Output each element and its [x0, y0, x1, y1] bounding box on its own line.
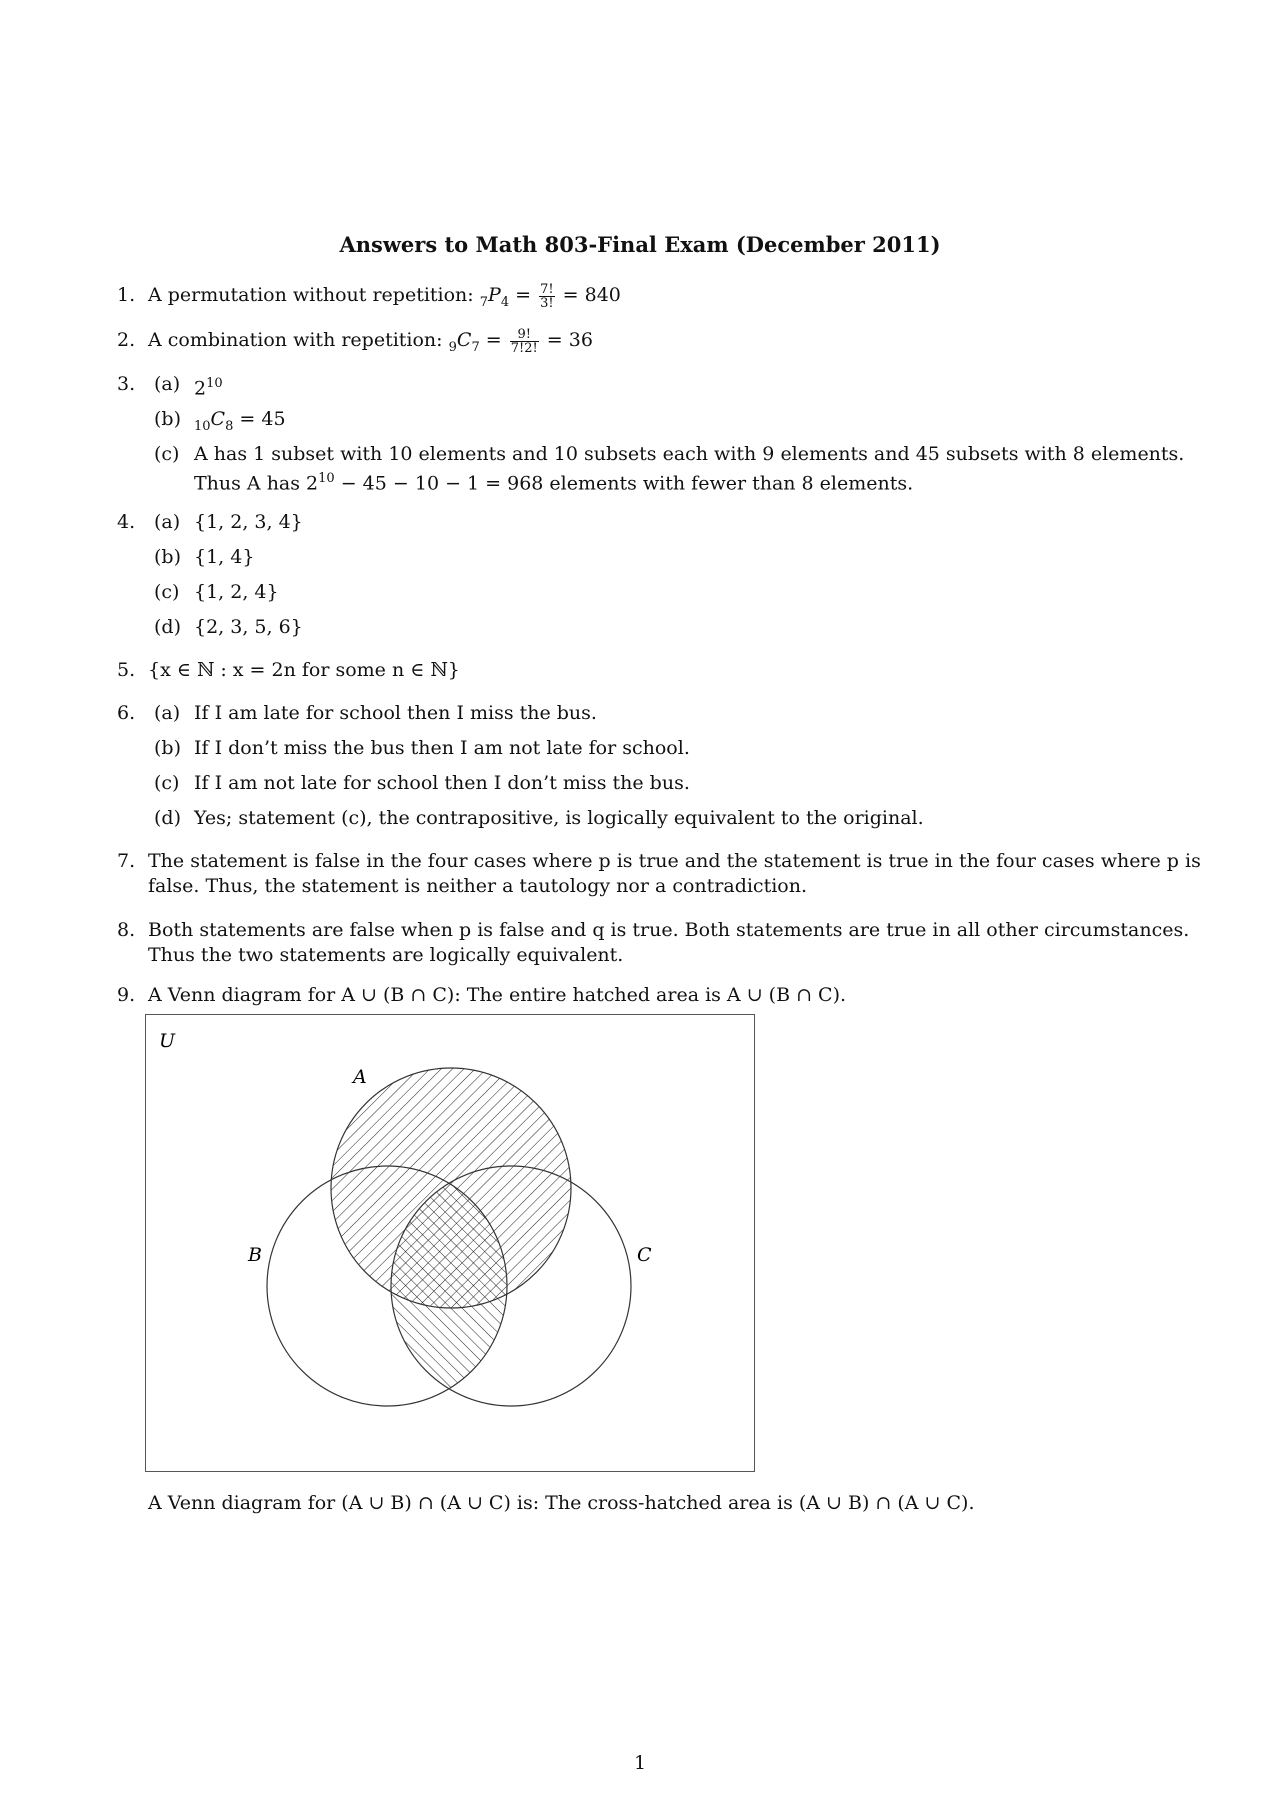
venn-caption: A Venn diagram for (A ∪ B) ∩ (A ∪ C) is: The cross-hatched area is (A ∪ B) ∩ (A ∪ C). — [148, 1492, 975, 1514]
question-number: 5. — [117, 659, 136, 681]
part-label: (a) — [154, 511, 181, 533]
part-answer: If I am late for school then I miss the bus. — [194, 702, 597, 724]
part-answer: {2, 3, 5, 6} — [194, 616, 303, 638]
power-base: 2 — [194, 377, 207, 400]
part-label: (c) — [154, 772, 180, 794]
part-label: (d) — [154, 807, 181, 829]
question-2-answer: A combination with repetition: $_9C_7$ = $\frac{9!}{7!2!}$ = 36 — [148, 326, 593, 356]
label-b: B — [248, 1244, 262, 1266]
math-sub: 7 — [479, 294, 489, 310]
question-number: 3. — [117, 373, 136, 395]
math-sub: 7 — [471, 339, 480, 355]
label-u: U — [159, 1030, 176, 1052]
part-answer: {1, 4} — [194, 546, 255, 568]
answer-line: Thus the two statements are logically equivalent. — [148, 944, 624, 966]
denominator: 3! — [540, 295, 554, 311]
fraction — [510, 328, 539, 355]
answer-line: false. Thus, the statement is neither a tautology nor a contradiction. — [148, 875, 807, 897]
math-symbol: C — [210, 408, 226, 430]
part-label: (b) — [154, 408, 181, 430]
part-label: (a) — [154, 702, 181, 724]
line-text: Thus A has 2 — [194, 472, 319, 495]
math-sub: 9 — [448, 339, 457, 355]
question-number: 1. — [117, 284, 136, 306]
part-label: (c) — [154, 443, 180, 465]
part-label: (b) — [154, 546, 181, 568]
part-answer: If I don’t miss the bus then I am not late for school. — [194, 737, 690, 759]
question-5-answer: {x ∈ ℕ : x = 2n for some n ∈ ℕ} — [148, 659, 460, 681]
part-label: (c) — [154, 581, 180, 603]
math-symbol: C — [456, 329, 472, 351]
answer-text: A permutation without repetition: — [148, 284, 474, 306]
answer-line: Both statements are false when p is false and q is true. Both statements are true in all other circumstances. — [148, 919, 1190, 941]
question-number: 4. — [117, 511, 136, 533]
question-number: 6. — [117, 702, 136, 724]
power-exponent: 10 — [318, 471, 335, 486]
result: = 840 — [562, 284, 621, 306]
result: = 45 — [239, 408, 286, 430]
part-answer: If I am not late for school then I don’t miss the bus. — [194, 772, 690, 794]
power-exponent: 10 — [206, 376, 223, 391]
answer-line: The statement is false in the four cases where p is true and the statement is true in the four cases where p is — [148, 850, 1201, 872]
question-9-answer: A Venn diagram for A ∪ (B ∩ C): The entire hatched area is A ∪ (B ∩ C). — [148, 984, 847, 1006]
part-label: (b) — [154, 737, 181, 759]
page-title: Answers to Math 803-Final Exam (December 2011) — [339, 232, 941, 257]
part-answer — [194, 406, 286, 440]
part-answer — [194, 371, 223, 401]
part-answer: {1, 2, 4} — [194, 581, 279, 603]
question-number: 9. — [117, 984, 136, 1006]
part-answer-line: A has 1 subset with 10 elements and 10 subsets each with 9 elements and 45 subsets with 8 elements. — [194, 443, 1185, 465]
part-label: (a) — [154, 373, 181, 395]
part-answer: Yes; statement (c), the contrapositive, is logically equivalent to the original. — [194, 807, 924, 829]
math-symbol: P — [488, 284, 501, 306]
denominator: 7!2! — [510, 340, 538, 356]
question-1-answer: A permutation without repetition: $_7P_4$ = $\frac{7!}{3!}$ = 840 — [148, 281, 621, 311]
numerator: 7! — [540, 281, 554, 297]
question-number: 2. — [117, 329, 136, 351]
question-number: 8. — [117, 919, 136, 941]
numerator: 9! — [510, 328, 539, 342]
line-text: − 45 − 10 − 1 = 968 elements with fewer than 8 elements. — [334, 472, 914, 495]
math-sub: 10 — [194, 418, 211, 434]
math-sub: 4 — [500, 294, 510, 310]
answer-text: A combination with repetition: — [148, 329, 443, 351]
part-answer: {1, 2, 3, 4} — [194, 511, 303, 533]
label-a: A — [353, 1066, 367, 1088]
math-sub: 8 — [225, 418, 234, 434]
fraction — [539, 283, 555, 310]
part-answer-line — [194, 466, 913, 496]
venn-diagram — [145, 1014, 755, 1472]
label-c: C — [637, 1244, 652, 1266]
question-number: 7. — [117, 850, 136, 872]
page-number: 1 — [633, 1752, 647, 1774]
result: = 36 — [546, 329, 593, 351]
part-label: (d) — [154, 616, 181, 638]
